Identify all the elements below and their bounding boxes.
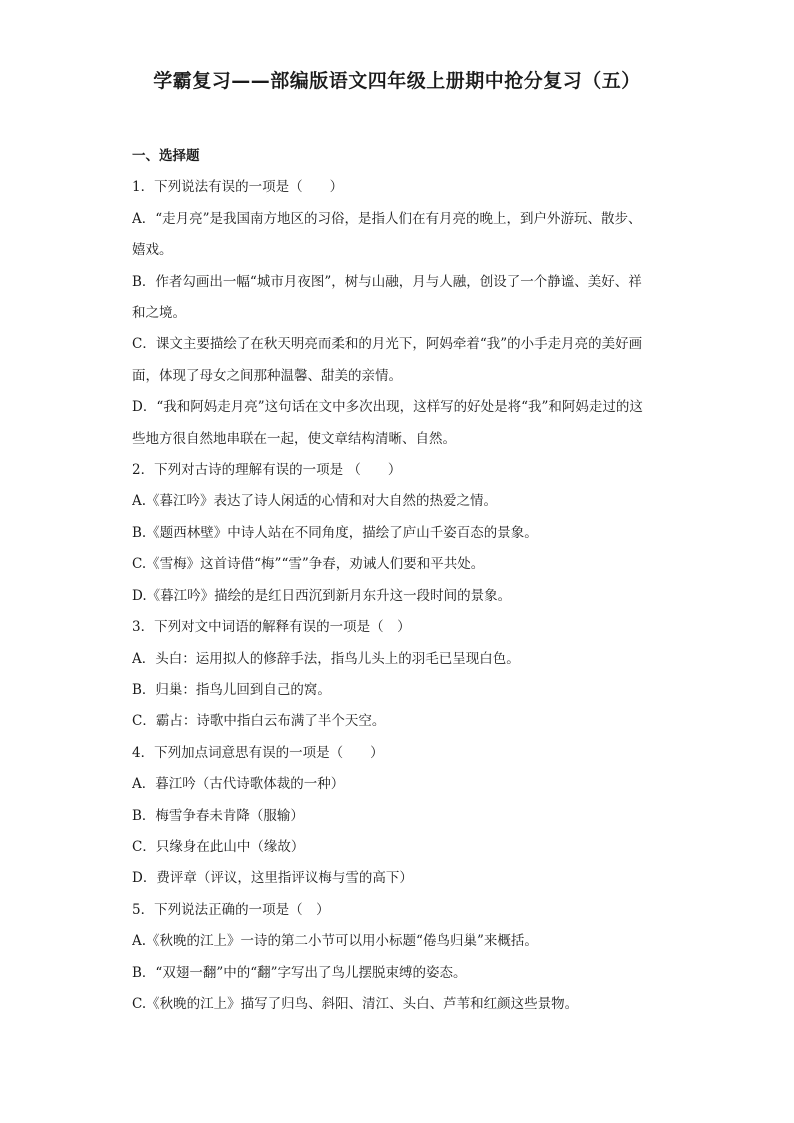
option-line: 些地方很自然地串联在一起，使文章结构清晰、自然。 <box>132 430 456 447</box>
option-line: B．“双翅一翻”中的“翻”字写出了鸟儿摆脱束缚的姿态。 <box>132 964 467 981</box>
option-line: B．归巢：指鸟儿回到自己的窝。 <box>132 681 331 698</box>
question-stem: 4．下列加点词意思有误的一项是（ ） <box>132 744 384 761</box>
question-stem: 1．下列说法有误的一项是（ ） <box>132 179 344 196</box>
option-line: A．头白：运用拟人的修辞手法，指鸟儿头上的羽毛已呈现白色。 <box>132 650 520 667</box>
option-line: B.《题西林壁》中诗人站在不同角度，描绘了庐山千姿百态的景象。 <box>132 524 538 541</box>
option-line: C．课文主要描绘了在秋天明亮而柔和的月光下，阿妈牵着“我”的小手走月亮的美好画 <box>132 336 643 353</box>
page-title: 学霸复习——部编版语文四年级上册期中抢分复习（五） <box>153 70 641 92</box>
option-line: C．霸占：诗歌中指白云布满了半个天空。 <box>132 713 386 730</box>
option-line: 和之境。 <box>132 305 186 322</box>
option-line: A．“走月亮”是我国南方地区的习俗，是指人们在有月亮的晚上，到户外游玩、散步、 <box>132 210 642 227</box>
option-line: 嬉戏。 <box>132 242 173 259</box>
question-stem: 3．下列对文中词语的解释有误的一项是（ ） <box>132 619 411 636</box>
option-line: 面，体现了母女之间那种温馨、甜美的亲情。 <box>132 367 402 384</box>
question-4 <box>132 738 660 895</box>
option-line: C.《秋晚的江上》描写了归鸟、斜阳、清江、头白、芦苇和红颜这些景物。 <box>132 995 579 1012</box>
option-line: C．只缘身在此山中（缘故） <box>132 838 305 855</box>
option-line: B．梅雪争春未肯降（服输） <box>132 807 304 824</box>
question-3 <box>132 612 660 738</box>
question-stem: 5．下列说法正确的一项是（ ） <box>132 901 330 918</box>
option-line: A.《秋晚的江上》一诗的第二小节可以用小标题“倦鸟归巢”来概括。 <box>132 933 538 950</box>
section-heading: 一、选择题 <box>132 148 200 164</box>
option-line: A．暮江吟（古代诗歌体裁的一种） <box>132 776 345 793</box>
option-line: D．费评章（评议，这里指评议梅与雪的高下） <box>132 870 413 887</box>
option-line: A.《暮江吟》表达了诗人闲适的心情和对大自然的热爱之情。 <box>132 493 498 510</box>
option-line: D．“我和阿妈走月亮”这句话在文中多次出现，这样写的好处是将“我”和阿妈走过的这 <box>132 399 643 416</box>
question-1 <box>132 172 660 455</box>
question-stem: 2．下列对古诗的理解有误的一项是 （ ） <box>132 462 402 479</box>
question-section <box>132 141 660 1020</box>
question-2 <box>132 455 660 612</box>
question-5 <box>132 895 660 1021</box>
option-line: B．作者勾画出一幅“城市月夜图”，树与山融，月与人融，创设了一个静谧、美好、祥 <box>132 273 642 290</box>
option-line: C.《雪梅》这首诗借“梅”“雪”争春，劝诫人们要和平共处。 <box>132 556 485 573</box>
option-line: D.《暮江吟》描绘的是红日西沉到新月东升这一段时间的景象。 <box>132 587 512 604</box>
